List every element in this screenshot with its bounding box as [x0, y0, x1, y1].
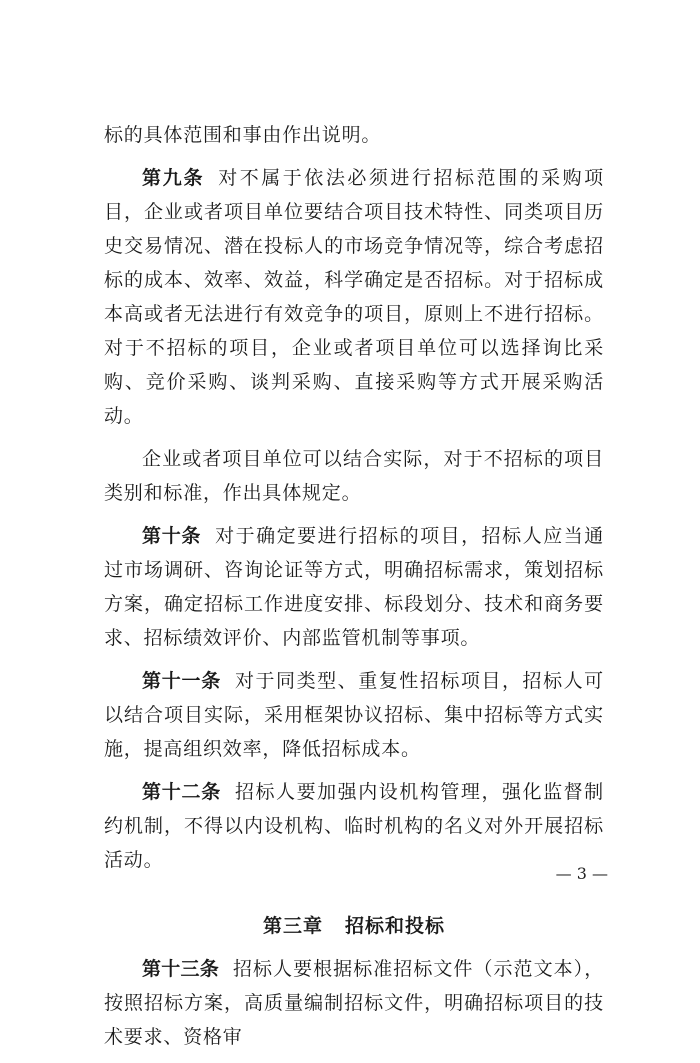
- paragraph-text: 企业或者项目单位可以结合实际，对于不招标的项目类别和标准，作出具体规定。: [104, 448, 604, 504]
- paragraph-text: 标的具体范围和事由作出说明。: [104, 124, 382, 146]
- article-number: 第十一条: [142, 670, 221, 692]
- paragraph-continuation: [104, 118, 604, 152]
- article-10: [104, 519, 604, 655]
- article-13: [104, 952, 604, 1054]
- paragraph-text: 对于确定要进行招标的项目，招标人应当通过市场调研、咨询论证等方式，明确招标需求，策划招标方案，确定招标工作进度安排、标段划分、技术和商务要求、招标绩效评价、内部监管机制等事项。: [104, 525, 604, 649]
- paragraph-supplement: [104, 442, 604, 510]
- paragraph-text: 招标人要根据标准招标文件（示范文本），按照招标方案，高质量编制招标文件，明确招标项目的技术要求、资格审: [104, 958, 604, 1048]
- article-number: 第十二条: [142, 781, 221, 803]
- paragraph-text: 招标人要加强内设机构管理，强化监督制约机制，不得以内设机构、临时机构的名义对外开展招标活动。: [104, 781, 604, 871]
- article-9: [104, 161, 604, 433]
- document-body: [104, 118, 604, 1063]
- paragraph-text: 对于同类型、重复性招标项目，招标人可以结合项目实际，采用框架协议招标、集中招标等方式实施，提高组织效率，降低招标成本。: [104, 670, 604, 760]
- page-number: — 3 —: [555, 864, 608, 883]
- article-12: [104, 775, 604, 877]
- article-number: 第九条: [142, 167, 205, 189]
- paragraph-text: 对不属于依法必须进行招标范围的采购项目，企业或者项目单位要结合项目技术特性、同类项目历史交易情况、潜在投标人的市场竞争情况等，综合考虑招标的成本、效率、效益，科学确定是否招标。对于招标成本高或者无法进行有效竞争的项目，原则上不进行招标。对于不招标的项目，企业或者项目单位可以选择询比采购、竞价采购、谈判采购、直接采购等方式开展采购活动。: [104, 167, 604, 427]
- article-11: [104, 664, 604, 766]
- chapter-title: 招标和投标: [345, 915, 446, 937]
- chapter-number: 第三章: [262, 915, 323, 937]
- chapter-heading: [104, 909, 604, 943]
- article-number: 第十三条: [142, 958, 219, 980]
- article-number: 第十条: [142, 525, 202, 547]
